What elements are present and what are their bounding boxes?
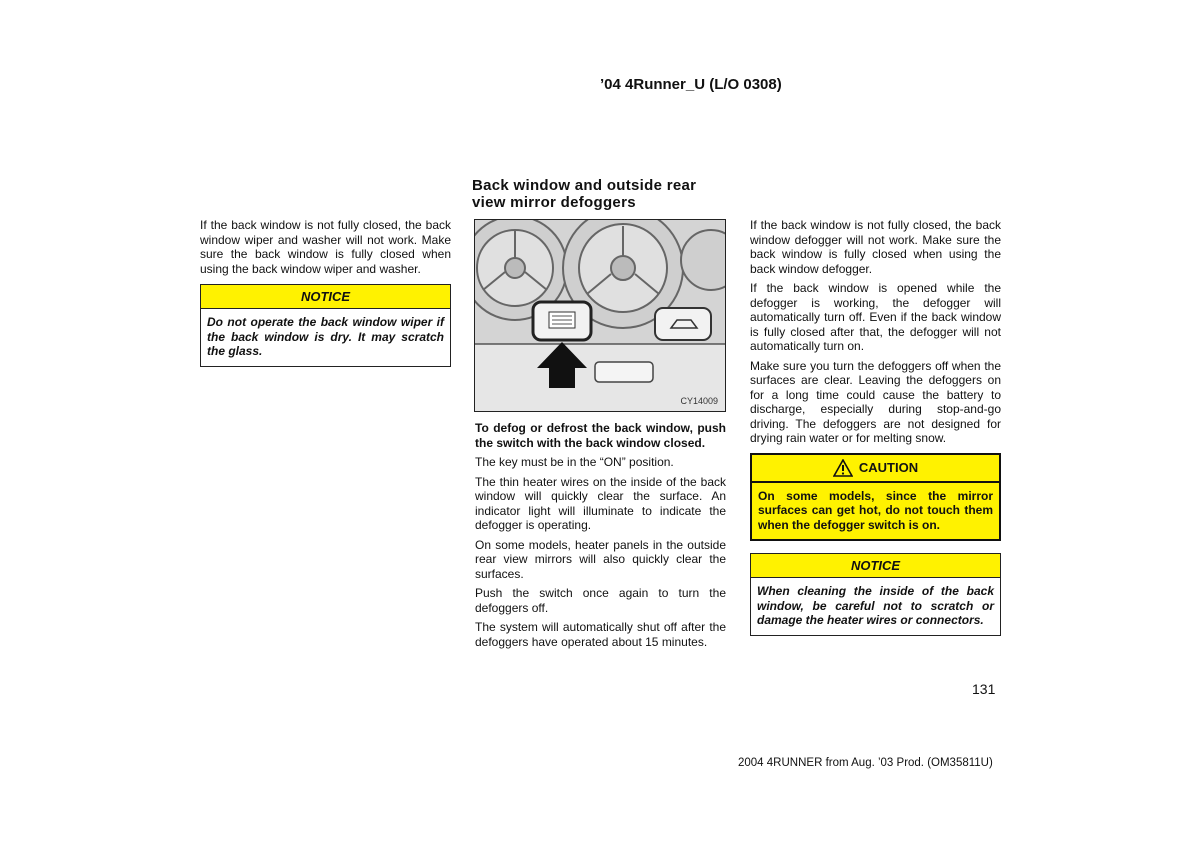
notice-box-cleaning — [750, 553, 1001, 636]
notice-box-wiper — [200, 284, 451, 367]
caution-label: CAUTION — [858, 460, 919, 475]
section-title — [472, 177, 732, 211]
caution-text: On some models, since the mirror surfaces can get hot, do not touch them when the defogger switch is on. — [758, 488, 993, 532]
heater-wires-paragraph: The thin heater wires on the inside of the back window will quickly clear the surface. An indicator light will illuminate to indicate the defogger is operating. — [475, 474, 726, 532]
warning-triangle-icon — [833, 459, 853, 477]
secondary-switch-icon — [655, 308, 711, 340]
column-left — [200, 218, 451, 367]
page-header: ’04 4Runner_U (L/O 0308) — [600, 76, 782, 93]
section-title-line-2: view mirror defoggers — [472, 194, 636, 211]
page-footer: 2004 4RUNNER from Aug. ’03 Prod. (OM35811U) — [738, 757, 993, 769]
defogger-opened-paragraph: If the back window is opened while the defogger is working, the defogger will automatically turn off. Even if the back window is fully closed after that, the defogger will not automatically turn on. — [750, 281, 1001, 353]
defogger-battery-paragraph: Make sure you turn the defoggers off when the surfaces are clear. Leaving the defoggers on for a long time could cause the battery to discharge, especially during stop-and-go driving. The defoggers are not designed for drying rain water or for melting snow. — [750, 358, 1001, 445]
figure-code: CY14009 — [680, 396, 718, 406]
notice-label-2: NOTICE — [751, 554, 1000, 578]
page-number: 131 — [972, 681, 996, 697]
notice-text: Do not operate the back window wiper if the back window is dry. It may scratch the glass. — [207, 315, 444, 358]
notice-label: NOTICE — [201, 285, 450, 309]
notice-text-2: When cleaning the inside of the back window, be careful not to scratch or damage the heater wires or connectors. — [757, 584, 994, 627]
defogger-switch-illustration — [474, 219, 726, 412]
turn-off-paragraph: Push the switch once again to turn the defoggers off. — [475, 586, 726, 615]
defogger-closed-paragraph: If the back window is not fully closed, the back window defogger will not work. Make sure the back window is fully closed when using the back window defogger. — [750, 218, 1001, 276]
defogger-switch-icon — [533, 302, 591, 340]
section-title-line-1: Back window and outside rear — [472, 177, 697, 194]
mirror-heater-paragraph: On some models, heater panels in the outside rear view mirrors will also quickly clear the surfaces. — [475, 537, 726, 581]
back-window-wiper-paragraph: If the back window is not fully closed, the back window wiper and washer will not work. Make sure the back window is fully closed when using the back window wiper and washer. — [200, 218, 451, 276]
key-position-paragraph: The key must be in the “ON” position. — [475, 455, 674, 469]
defog-instruction-lead: To defog or defrost the back window, push the switch with the back window closed. — [475, 421, 726, 450]
lower-slot-icon — [595, 362, 653, 382]
dashboard-diagram — [475, 220, 725, 411]
column-middle — [475, 421, 726, 654]
auto-shutoff-paragraph: The system will automatically shut off after the defoggers have operated about 15 minutes. — [475, 620, 726, 649]
caution-box — [750, 453, 1001, 542]
caution-header — [752, 455, 999, 483]
column-right — [750, 218, 1001, 636]
